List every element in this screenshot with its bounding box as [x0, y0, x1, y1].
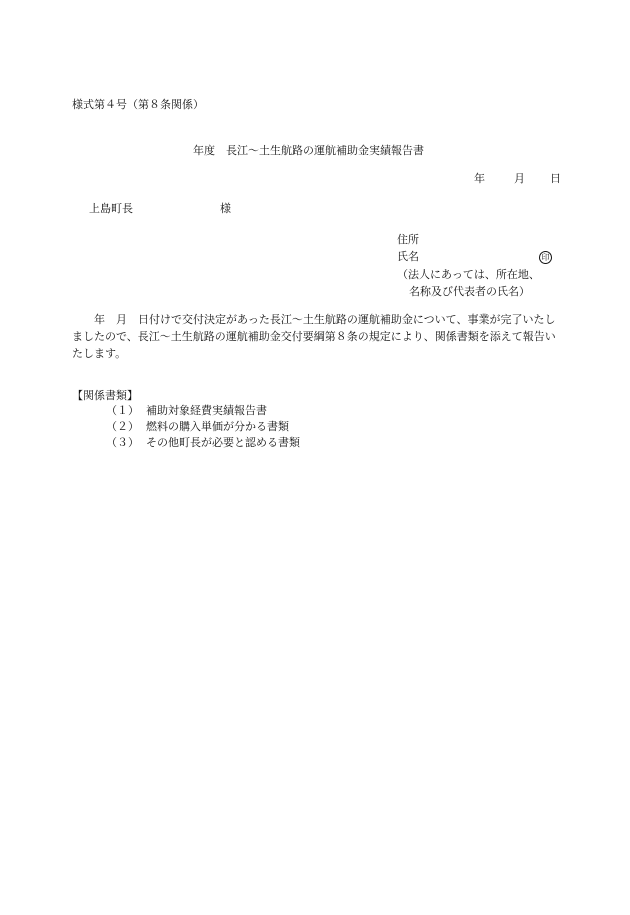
list-item-number: （２）: [106, 420, 139, 433]
seal-mark: [539, 250, 552, 264]
list-item-number: （１）: [106, 404, 139, 417]
address-label: 住所: [397, 233, 419, 246]
list-item-text: 燃料の購入単価が分かる書類: [146, 420, 289, 433]
body-paragraph: [72, 311, 560, 362]
date-year: 年: [474, 172, 485, 185]
date-line: [474, 172, 561, 186]
list-item: [106, 436, 300, 450]
name-label: 氏名: [397, 250, 419, 263]
date-month: 月: [514, 172, 525, 185]
list-item: [106, 404, 267, 418]
addressee-name: 上島町長: [89, 202, 133, 215]
documents-heading: 【関係書類】: [72, 389, 138, 402]
applicant-note-line1: （法人にあっては、所在地、: [397, 268, 540, 281]
list-item-text: 補助対象経費実績報告書: [146, 404, 267, 417]
list-item: [106, 420, 289, 434]
date-day: 日: [550, 172, 561, 185]
form-number: 様式第４号（第８条関係）: [72, 98, 204, 111]
list-item-number: （３）: [106, 436, 139, 449]
list-item-text: その他町長が必要と認める書類: [146, 436, 300, 449]
applicant-note-line2: 名称及び代表者の氏名）: [409, 285, 530, 298]
addressee-honorific: 様: [220, 202, 231, 215]
document-title: 年度 長江〜土生航路の運航補助金実績報告書: [193, 144, 424, 157]
body-text: 年 月 日付けで交付決定があった長江〜土生航路の運航補助金について、事業が完了いたしましたので、長江〜土生航路の運航補助金交付要綱第８条の規定により、関係書類を添えて報告いたします。: [72, 313, 556, 360]
seal-icon: 印: [539, 251, 552, 264]
